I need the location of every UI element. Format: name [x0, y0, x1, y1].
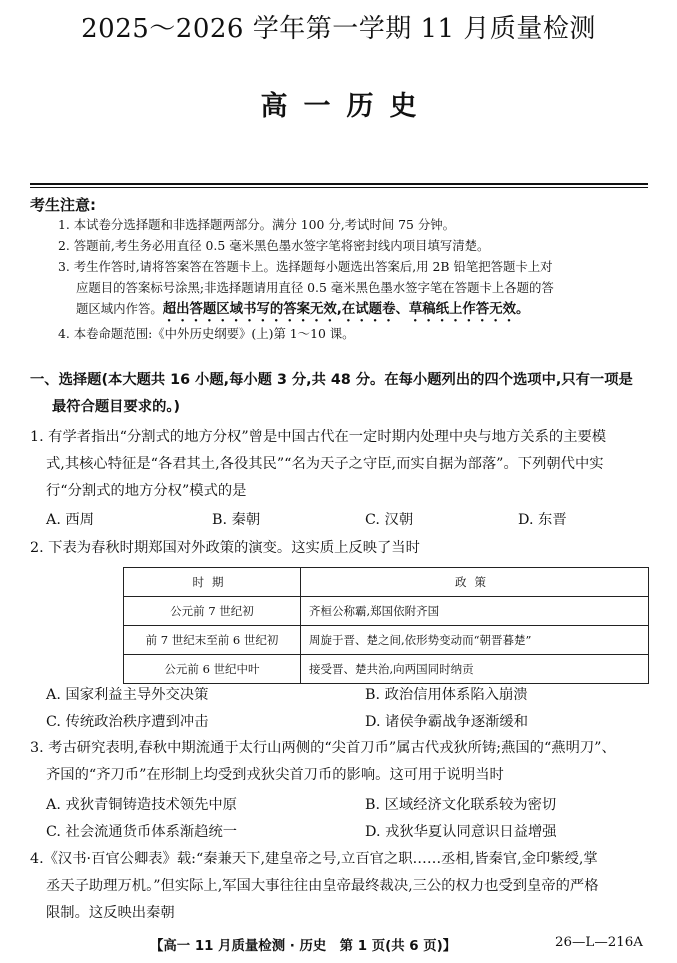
question-3-line: 齐国的“齐刀币”在形制上均受到戎狄尖首刀币的影响。这可用于说明当时 — [46, 767, 504, 783]
table-header: 政策 — [301, 568, 649, 597]
question-1-option-b: B. 秦朝 — [212, 512, 261, 528]
table-row — [124, 655, 649, 684]
table-cell: 前 7 世纪末至前 6 世纪初 — [124, 626, 301, 655]
table-cell: 公元前 6 世纪中叶 — [124, 655, 301, 684]
question-3-option-d: D. 戎狄华夏认同意识日益增强 — [365, 824, 557, 840]
table-cell: 齐桓公称霸,郑国依附齐国 — [301, 597, 649, 626]
exam-title: 2025～2026 学年第一学期 11 月质量检测 — [81, 14, 596, 44]
table-row — [124, 597, 649, 626]
question-3-line: 3. 考古研究表明,春秋中期流通于太行山两侧的“尖首刀币”属古代戎狄所铸;燕国的“燕明刀”、 — [30, 740, 616, 756]
question-2-option-d: D. 诸侯争霸战争逐渐缓和 — [365, 714, 529, 730]
table-cell: 接受晋、楚共治,向两国同时纳贡 — [301, 655, 649, 684]
note-item: 3. 考生作答时,请将答案答在答题卡上。选择题每小题选出答案后,用 2B 铅笔把答题卡上对 — [58, 259, 553, 274]
question-1-option-c: C. 汉朝 — [365, 512, 414, 528]
table-header-row — [124, 568, 649, 597]
section-heading-cont: 最符合题目要求的。) — [52, 399, 181, 415]
paper-code: 26—L—216A — [555, 935, 643, 950]
question-1-line: 行“分割式的地方分权”模式的是 — [46, 483, 247, 499]
table-cell: 公元前 7 世纪初 — [124, 597, 301, 626]
question-2-stem: 2. 下表为春秋时期郑国对外政策的演变。这实质上反映了当时 — [30, 540, 420, 556]
note-item — [76, 299, 652, 325]
question-1-line: 式,其核心特征是“各君其土,各役其民”“名为天子之守臣,而实自据为部落”。下列朝代中实 — [46, 456, 604, 472]
question-4-line: 丞天子助理万机。”但实际上,军国大事往往由皇帝最终裁决,三公的权力也受到皇帝的严格 — [46, 878, 599, 894]
question-1-option-d: D. 东晋 — [518, 512, 567, 528]
question-3-option-b: B. 区域经济文化联系较为密切 — [365, 797, 557, 813]
question-2-option-a: A. 国家利益主导外交决策 — [46, 687, 209, 703]
note-emphasis: 超出答题区域书写的答案无效,在试题卷、草稿纸上作答无效。 — [162, 302, 530, 317]
question-3-option-a: A. 戎狄青铜铸造技术领先中原 — [46, 797, 237, 813]
table-cell: 周旋于晋、楚之间,依形势变动而“朝晋暮楚” — [301, 626, 649, 655]
question-1-line: 1. 有学者指出“分割式的地方分权”曾是中国古代在一定时期内处理中央与地方关系的主要模 — [30, 429, 607, 445]
note-item: 4. 本卷命题范围:《中外历史纲要》(上)第 1～10 课。 — [58, 326, 355, 341]
question-4-line: 4.《汉书·百官公卿表》载:“秦兼天下,建皇帝之号,立百官之职……丞相,皆秦官,金印紫绶,掌 — [30, 851, 598, 867]
policy-table — [123, 567, 649, 684]
page-footer: 【高一 11 月质量检测 · 历史 第 1 页(共 6 页)】 — [150, 939, 457, 954]
question-4-line: 限制。这反映出秦朝 — [46, 905, 175, 921]
subject-title: 高一历史 — [260, 91, 433, 122]
note-item: 2. 答题前,考生务必用直径 0.5 毫米黑色墨水签字笔将密封线内项目填写清楚。 — [58, 238, 490, 253]
note-item: 应题目的答案标号涂黑;非选择题请用直径 0.5 毫米黑色墨水签字笔在答题卡上各题的答 — [76, 280, 554, 295]
question-2-option-b: B. 政治信用体系陷入崩溃 — [365, 687, 528, 703]
table-row — [124, 626, 649, 655]
question-1-option-a: A. 西周 — [46, 512, 95, 528]
table-header: 时期 — [124, 568, 301, 597]
question-3-option-c: C. 社会流通货币体系渐趋统一 — [46, 824, 238, 840]
divider-thin — [30, 187, 648, 188]
note-text: 题区域内作答。 — [76, 301, 163, 316]
question-2-option-c: C. 传统政治秩序遭到冲击 — [46, 714, 209, 730]
section-heading: 一、选择题(本大题共 16 小题,每小题 3 分,共 48 分。在每小题列出的四个选项中,只有一项是 — [30, 372, 633, 388]
notes-heading: 考生注意: — [30, 196, 96, 214]
divider-thick — [30, 183, 648, 185]
note-item: 1. 本试卷分选择题和非选择题两部分。满分 100 分,考试时间 75 分钟。 — [58, 217, 456, 232]
